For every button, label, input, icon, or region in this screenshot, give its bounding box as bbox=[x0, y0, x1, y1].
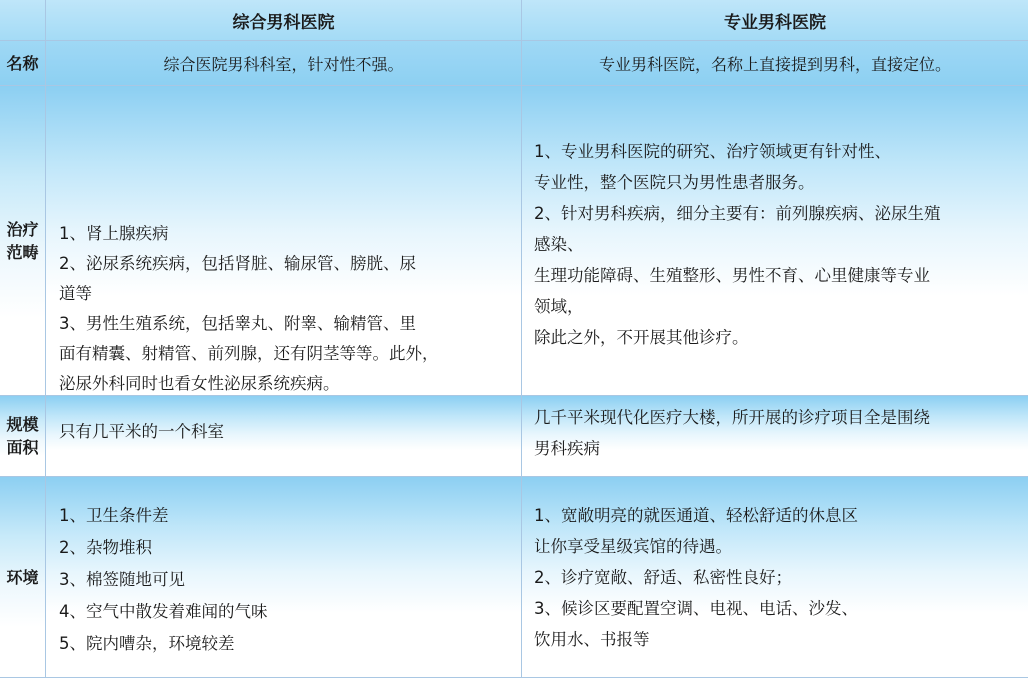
row-label-environment: 环境 bbox=[0, 477, 46, 678]
text-line: 3、棉签随地可见 bbox=[59, 570, 185, 589]
text-line: 1、卫生条件差 bbox=[59, 506, 169, 525]
text-line: 2、诊疗宽敞、舒适、私密性良好； bbox=[534, 568, 792, 587]
row-label-size-line: 规模 bbox=[6, 415, 39, 434]
text-line: 2、杂物堆积 bbox=[59, 538, 152, 557]
text-line: 道等 bbox=[59, 284, 92, 303]
row-label-name: 名称 bbox=[0, 41, 46, 86]
text-line: 只有几平米的一个科室 bbox=[59, 422, 224, 441]
text-line: 除此之外，不开展其他诊疗。 bbox=[534, 328, 749, 347]
header-general-hospital: 综合男科医院 bbox=[46, 0, 522, 41]
text-line: 领域， bbox=[534, 297, 584, 316]
text-line: 生理功能障碍、生殖整形、男性不育、心里健康等专业 bbox=[534, 266, 930, 285]
text-line: 几千平米现代化医疗大楼，所开展的诊疗项目全是围绕 bbox=[534, 408, 930, 427]
size-special-cell bbox=[522, 396, 1028, 477]
header-corner-cell bbox=[0, 0, 46, 41]
text-line: 3、候诊区要配置空调、电视、电话、沙发、 bbox=[534, 599, 858, 618]
env-general-cell bbox=[46, 477, 522, 678]
text-line: 专业性，整个医院只为男性患者服务。 bbox=[534, 173, 815, 192]
text-line: 男科疾病 bbox=[534, 439, 600, 458]
header-specialized-hospital: 专业男科医院 bbox=[522, 0, 1028, 41]
text-line: 1、肾上腺疾病 bbox=[59, 224, 169, 243]
text-line: 4、空气中散发着难闻的气味 bbox=[59, 602, 268, 621]
name-general-cell: 综合医院男科科室，针对性不强。 bbox=[46, 41, 522, 86]
text-line: 1、专业男科医院的研究、治疗领域更有针对性、 bbox=[534, 142, 891, 161]
scope-general-cell bbox=[46, 86, 522, 396]
text-line: 感染、 bbox=[534, 235, 584, 254]
row-label-size bbox=[0, 396, 46, 477]
text-line: 2、针对男科疾病，细分主要有：前列腺疾病、泌尿生殖 bbox=[534, 204, 941, 223]
row-label-scope bbox=[0, 86, 46, 396]
text-line: 1、宽敞明亮的就医通道、轻松舒适的休息区 bbox=[534, 506, 858, 525]
name-special-cell: 专业男科医院，名称上直接提到男科，直接定位。 bbox=[522, 41, 1028, 86]
text-line: 2、泌尿系统疾病，包括肾脏、输尿管、膀胱、尿 bbox=[59, 254, 416, 273]
row-label-scope-line: 治疗 bbox=[6, 219, 39, 239]
row-label-scope-line: 范畴 bbox=[6, 242, 39, 262]
text-line: 泌尿外科同时也看女性泌尿系统疾病。 bbox=[59, 374, 340, 393]
text-line: 饮用水、书报等 bbox=[534, 630, 650, 649]
env-special-cell bbox=[522, 477, 1028, 678]
text-line: 让你享受星级宾馆的待遇。 bbox=[534, 537, 732, 556]
scope-special-cell bbox=[522, 86, 1028, 396]
size-general-cell bbox=[46, 396, 522, 477]
text-line: 3、男性生殖系统，包括睾丸、附睾、输精管、里 bbox=[59, 314, 416, 333]
text-line: 5、院内嘈杂，环境较差 bbox=[59, 634, 235, 653]
row-label-size-line: 面积 bbox=[6, 438, 39, 457]
text-line: 面有精囊、射精管、前列腺，还有阴茎等等。此外， bbox=[59, 344, 439, 363]
